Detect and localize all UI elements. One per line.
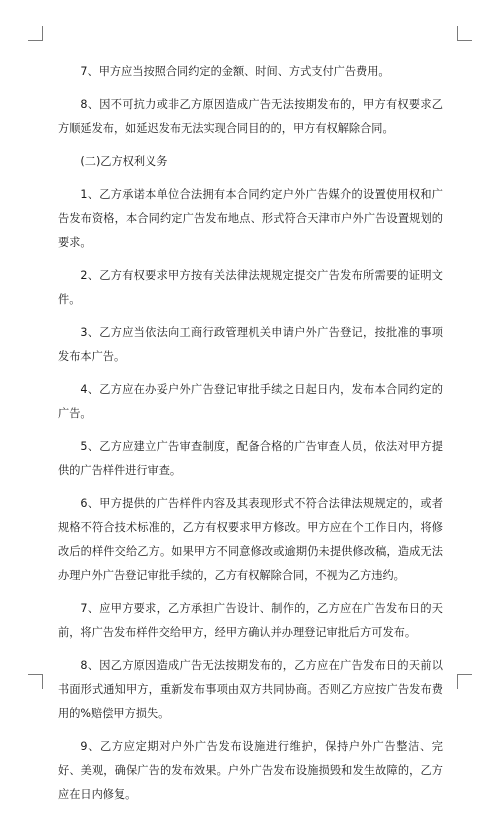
paragraph-b5-review: 5、乙方应建立广告审查制度，配备合格的广告审查人员，依法对甲方提供的广告样件进行审查。 bbox=[58, 440, 443, 477]
crop-mark-bottom-right bbox=[457, 674, 472, 689]
paragraph-b8-delay: 8、因乙方原因造成广告无法按期发布的，乙方应在广告发布日的天前以书面形式通知甲方，重新发布事项由双方共同协商。否则乙方应按广告发布费用的%赔偿甲方损失。 bbox=[58, 659, 443, 720]
section-heading-party-b: (二)乙方权利义务 bbox=[80, 155, 168, 168]
paragraph-b9-maintenance: 9、乙方应定期对户外广告发布设施进行维护，保持户外广告整洁、完好、美观，确保广告的发布效果。户外广告发布设施损毁和发生故障的，乙方应在日内修复。 bbox=[58, 740, 443, 801]
document-body bbox=[58, 60, 443, 816]
crop-mark-top-right bbox=[457, 26, 472, 41]
paragraph-a7-payment: 7、甲方应当按照合同约定的金额、时间、方式支付广告费用。 bbox=[80, 65, 390, 78]
paragraph-b1-qualification: 1、乙方承诺本单位合法拥有本合同约定户外广告媒介的设置使用权和广告发布资格，本合同约定广告发布地点、形式符合天津市户外广告设置规划的要求。 bbox=[58, 188, 443, 249]
paragraph-b6-modification: 6、甲方提供的广告样件内容及其表现形式不符合法律法规规定的，或者规格不符合技术标准的，乙方有权要求甲方修改。甲方应在个工作日内，将修改后的样件交给乙方。如果甲方不同意修改或逾期仍未提供修改稿，造成无法办理户外广告登记审批手续的，乙方有权解除合同，不视为乙方违约。 bbox=[58, 497, 443, 582]
paragraph-a8-force-majeure: 8、因不可抗力或非乙方原因造成广告无法按期发布的，甲方有权要求乙方顺延发布，如延迟发布无法实现合同目的的，甲方有权解除合同。 bbox=[58, 98, 443, 135]
paragraph-b3-registration: 3、乙方应当依法向工商行政管理机关申请户外广告登记，按批准的事项发布本广告。 bbox=[58, 326, 443, 363]
paragraph-b2-documents: 2、乙方有权要求甲方按有关法律法规规定提交广告发布所需要的证明文件。 bbox=[58, 269, 443, 306]
paragraph-b4-publish: 4、乙方应在办妥户外广告登记审批手续之日起日内，发布本合同约定的广告。 bbox=[58, 383, 443, 420]
crop-mark-top-left bbox=[28, 26, 43, 41]
paragraph-b7-design: 7、应甲方要求，乙方承担广告设计、制作的，乙方应在广告发布日的天前，将广告发布样件交给甲方，经甲方确认并办理登记审批后方可发布。 bbox=[58, 602, 443, 639]
crop-mark-bottom-left bbox=[28, 674, 43, 689]
